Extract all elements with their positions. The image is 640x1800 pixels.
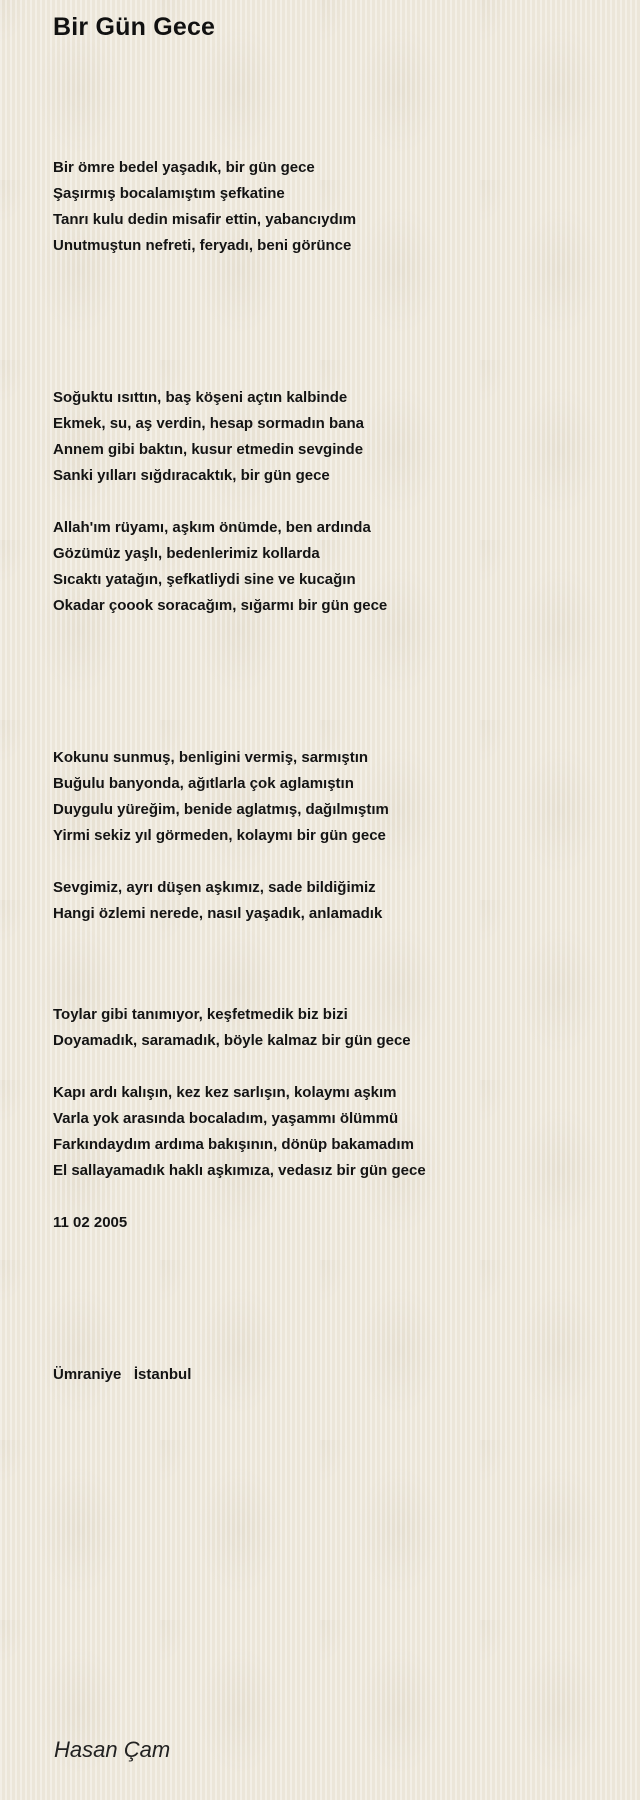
poem-line: Unutmuştun nefreti, feryadı, beni görünce	[53, 237, 352, 254]
poem-line: Farkındaydım ardıma bakışının, dönüp bakamadım	[53, 1136, 414, 1153]
poem-body	[53, 155, 613, 1388]
stanza	[53, 1002, 613, 1054]
poem-line: Buğulu banyonda, ağıtlarla çok aglamıştın	[53, 775, 354, 792]
poem-line: Sevgimiz, ayrı düşen aşkımız, sade bildiğimiz	[53, 879, 376, 896]
stanza	[53, 745, 613, 849]
poem-line: Şaşırmış bocalamıştım şefkatine	[53, 185, 285, 202]
poem-line: Bir ömre bedel yaşadık, bir gün gece	[53, 159, 315, 176]
poem-line: Duygulu yüreğim, benide aglatmış, dağılmıştım	[53, 801, 389, 818]
stanza	[53, 515, 613, 619]
poem-line: Allah'ım rüyamı, aşkım önümde, ben ardında	[53, 519, 371, 536]
poem-line: Sanki yılları sığdıracaktık, bir gün gece	[53, 467, 330, 484]
poem-line: Annem gibi baktın, kusur etmedin sevginde	[53, 441, 364, 458]
poem-line: Hangi özlemi nerede, nasıl yaşadık, anlamadık	[53, 905, 383, 922]
poem-line: Okadar çoook soracağım, sığarmı bir gün gece	[53, 597, 388, 614]
poem-line: Kokunu sunmuş, benligini vermiş, sarmıştın	[53, 749, 369, 766]
poem-line: Kapı ardı kalışın, kez kez sarlışın, kolaymı aşkım	[53, 1084, 397, 1101]
poem-line: Doyamadık, saramadık, böyle kalmaz bir gün gece	[53, 1032, 411, 1049]
poem-line: Yirmi sekiz yıl görmeden, kolaymı bir gün gece	[53, 827, 386, 844]
poem-line: El sallayamadık haklı aşkımıza, vedasız bir gün gece	[53, 1162, 426, 1179]
poem-line: Toylar gibi tanımıyor, keşfetmedik biz bizi	[53, 1006, 348, 1023]
poem-line: Tanrı kulu dedin misafir ettin, yabancıydım	[53, 211, 357, 228]
poem-line: Sıcaktı yatağın, şefkatliydi sine ve kucağın	[53, 571, 356, 588]
poem-title: Bir Gün Gece	[53, 13, 216, 41]
poem-date: 11 02 2005	[53, 1214, 128, 1231]
stanza	[53, 875, 613, 927]
stanza	[53, 155, 613, 259]
poem-place: Ümraniye İstanbul	[53, 1366, 192, 1383]
poem-line: Ekmek, su, aş verdin, hesap sormadın bana	[53, 415, 364, 432]
stanza	[53, 1080, 613, 1184]
poem-line: Varla yok arasında bocaladım, yaşammı ölümmü	[53, 1110, 399, 1127]
author-signature: Hasan Çam	[54, 1737, 171, 1762]
poem-line: Soğuktu ısıttın, baş köşeni açtın kalbinde	[53, 389, 348, 406]
stanza	[53, 385, 613, 489]
poem-line: Gözümüz yaşlı, bedenlerimiz kollarda	[53, 545, 320, 562]
